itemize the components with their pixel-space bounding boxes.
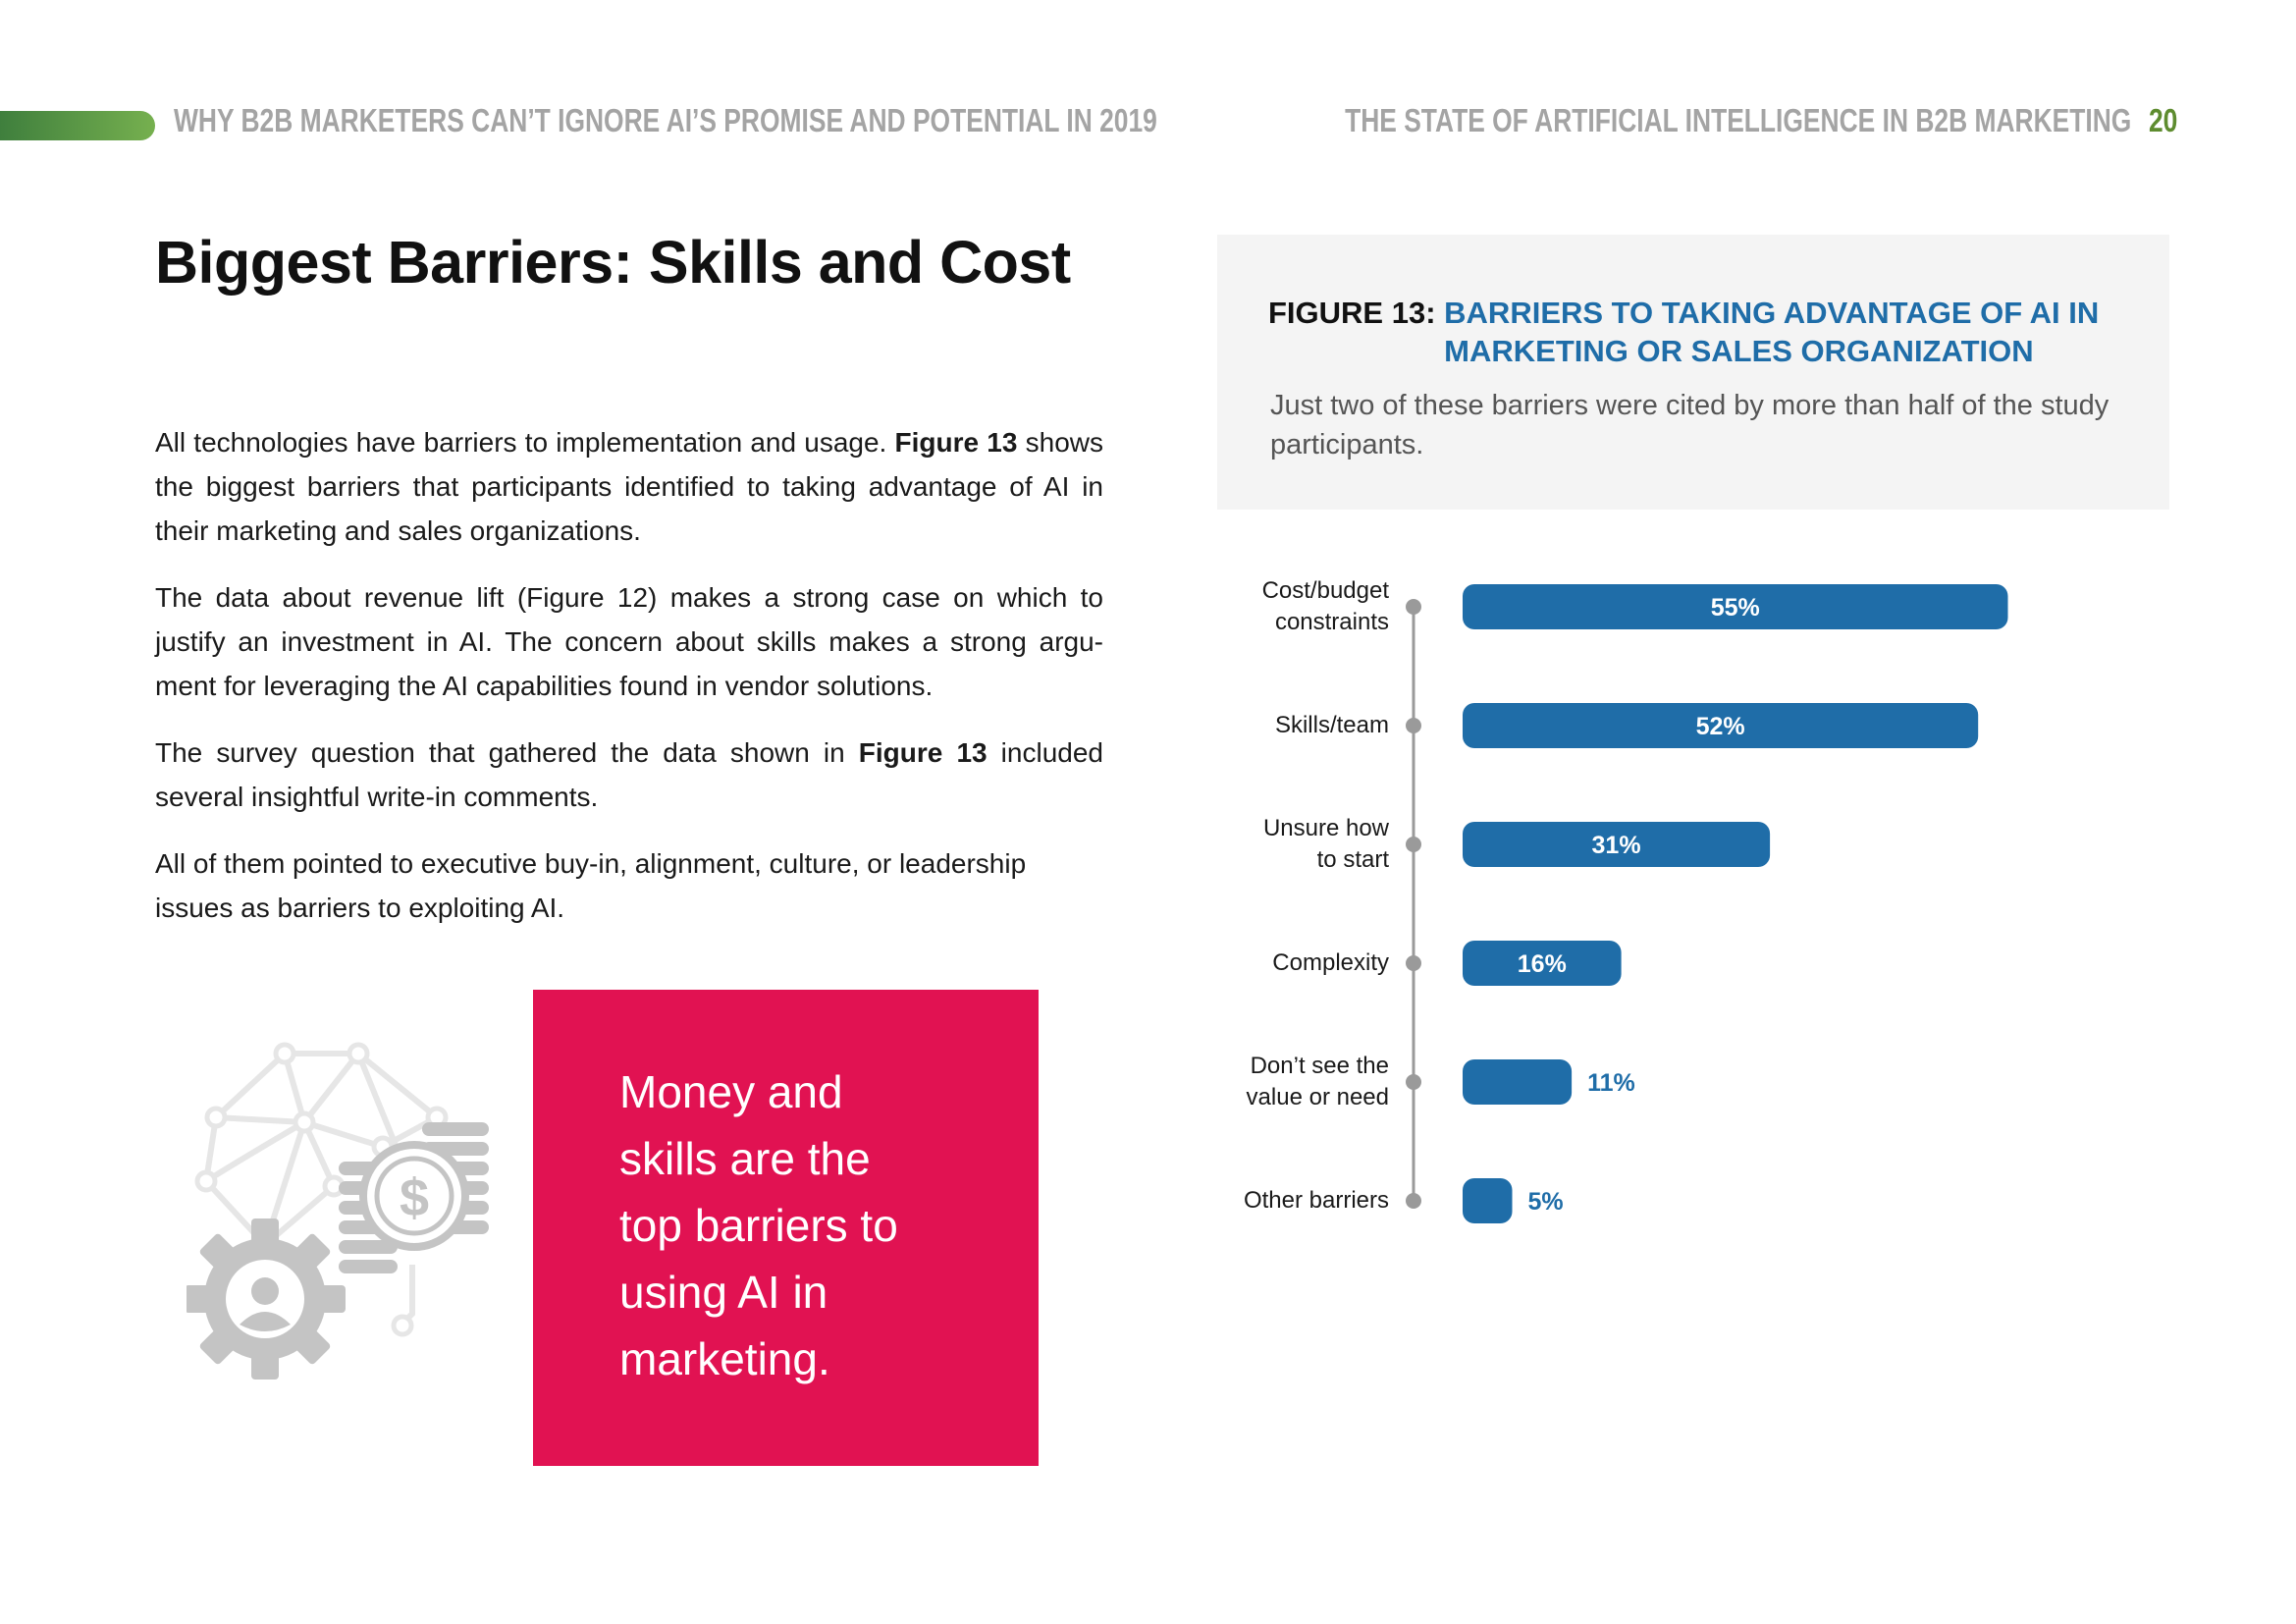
category-label: Skills/team xyxy=(1274,712,1389,738)
figure-header-box xyxy=(1217,235,2169,510)
figure-title-line-1: BARRIERS TO TAKING ADVANTAGE OF AI IN xyxy=(1444,296,2100,330)
paragraph-3 xyxy=(155,731,1103,819)
bar xyxy=(1463,1059,1572,1105)
axis-marker xyxy=(1406,718,1421,733)
header-accent-bar xyxy=(0,111,155,140)
paragraph-1 xyxy=(155,420,1103,553)
figure-subtitle: Just two of these barriers were cited by more than half of the study participants. xyxy=(1270,390,2109,460)
figure-title-text xyxy=(1444,294,2099,370)
figure-label: FIGURE 13: xyxy=(1268,296,1436,330)
axis-marker xyxy=(1406,837,1421,852)
category-label: Cost/budget constraints xyxy=(1261,577,1389,635)
category-label: Unsure how to start xyxy=(1262,815,1389,873)
header-right-title: THE STATE OF ARTIFICIAL INTELLIGENCE IN B2B MARKETING xyxy=(1344,102,2132,138)
bar-value-label: 31% xyxy=(1591,832,1641,859)
bar-chart xyxy=(1217,560,2169,1247)
bar-value-label: 16% xyxy=(1517,950,1567,978)
category-label: Don’t see the value or need xyxy=(1246,1053,1389,1110)
callout-text: Money and skills are the top barriers to using AI in marketing. xyxy=(619,1066,898,1384)
category-label: Other barriers xyxy=(1243,1187,1389,1214)
category-label: Complexity xyxy=(1272,949,1389,976)
bar-value-label: 5% xyxy=(1527,1188,1564,1216)
figure-title xyxy=(1268,294,2099,370)
paragraph-2: The data about revenue lift (Figure 12) makes a strong case on which to justify an investment in AI. The concern about skills makes a strong argu-ment for leveraging the AI capabilities found in vendor solutions. xyxy=(155,582,1103,701)
network-gear-money-icon xyxy=(187,1039,501,1392)
header-right xyxy=(1345,102,2177,139)
bar xyxy=(1463,1178,1513,1223)
p3-figure-ref: Figure 13 xyxy=(858,737,988,768)
callout-box xyxy=(533,990,1039,1466)
figure-title-line-2: MARKETING OR SALES ORGANIZATION xyxy=(1444,334,2034,368)
p3-text-a: The survey question that gathered the data shown in xyxy=(155,737,859,768)
p3-text-c: included several insightful write-in comments. xyxy=(155,737,1103,812)
bar-value-label: 52% xyxy=(1695,713,1745,740)
paragraph-4: All of them pointed to executive buy-in, alignment, culture, or leadership issues as barriers to exploiting AI. xyxy=(155,848,1027,923)
axis-marker xyxy=(1406,599,1421,615)
page-title: Biggest Barriers: Skills and Cost xyxy=(155,229,1071,296)
p1-figure-ref: Figure 13 xyxy=(894,427,1018,458)
page-number: 20 xyxy=(2148,102,2177,138)
chart-svg xyxy=(1217,560,2169,1247)
bar-value-label: 11% xyxy=(1587,1069,1635,1097)
axis-marker xyxy=(1406,1074,1421,1090)
p1-text-c: shows the biggest barriers that participants identified to taking advantage of AI in their marketing and sales organizations. xyxy=(155,427,1103,546)
svg-text:$: $ xyxy=(399,1168,430,1227)
bar-value-label: 55% xyxy=(1710,594,1760,622)
axis-marker xyxy=(1406,955,1421,971)
body-text xyxy=(155,420,1103,952)
axis-marker xyxy=(1406,1193,1421,1209)
header-left-title: WHY B2B MARKETERS CAN’T IGNORE AI’S PROMISE AND POTENTIAL IN 2019 xyxy=(174,102,1157,138)
p1-text-a: All technologies have barriers to implementation and usage. xyxy=(155,427,895,458)
